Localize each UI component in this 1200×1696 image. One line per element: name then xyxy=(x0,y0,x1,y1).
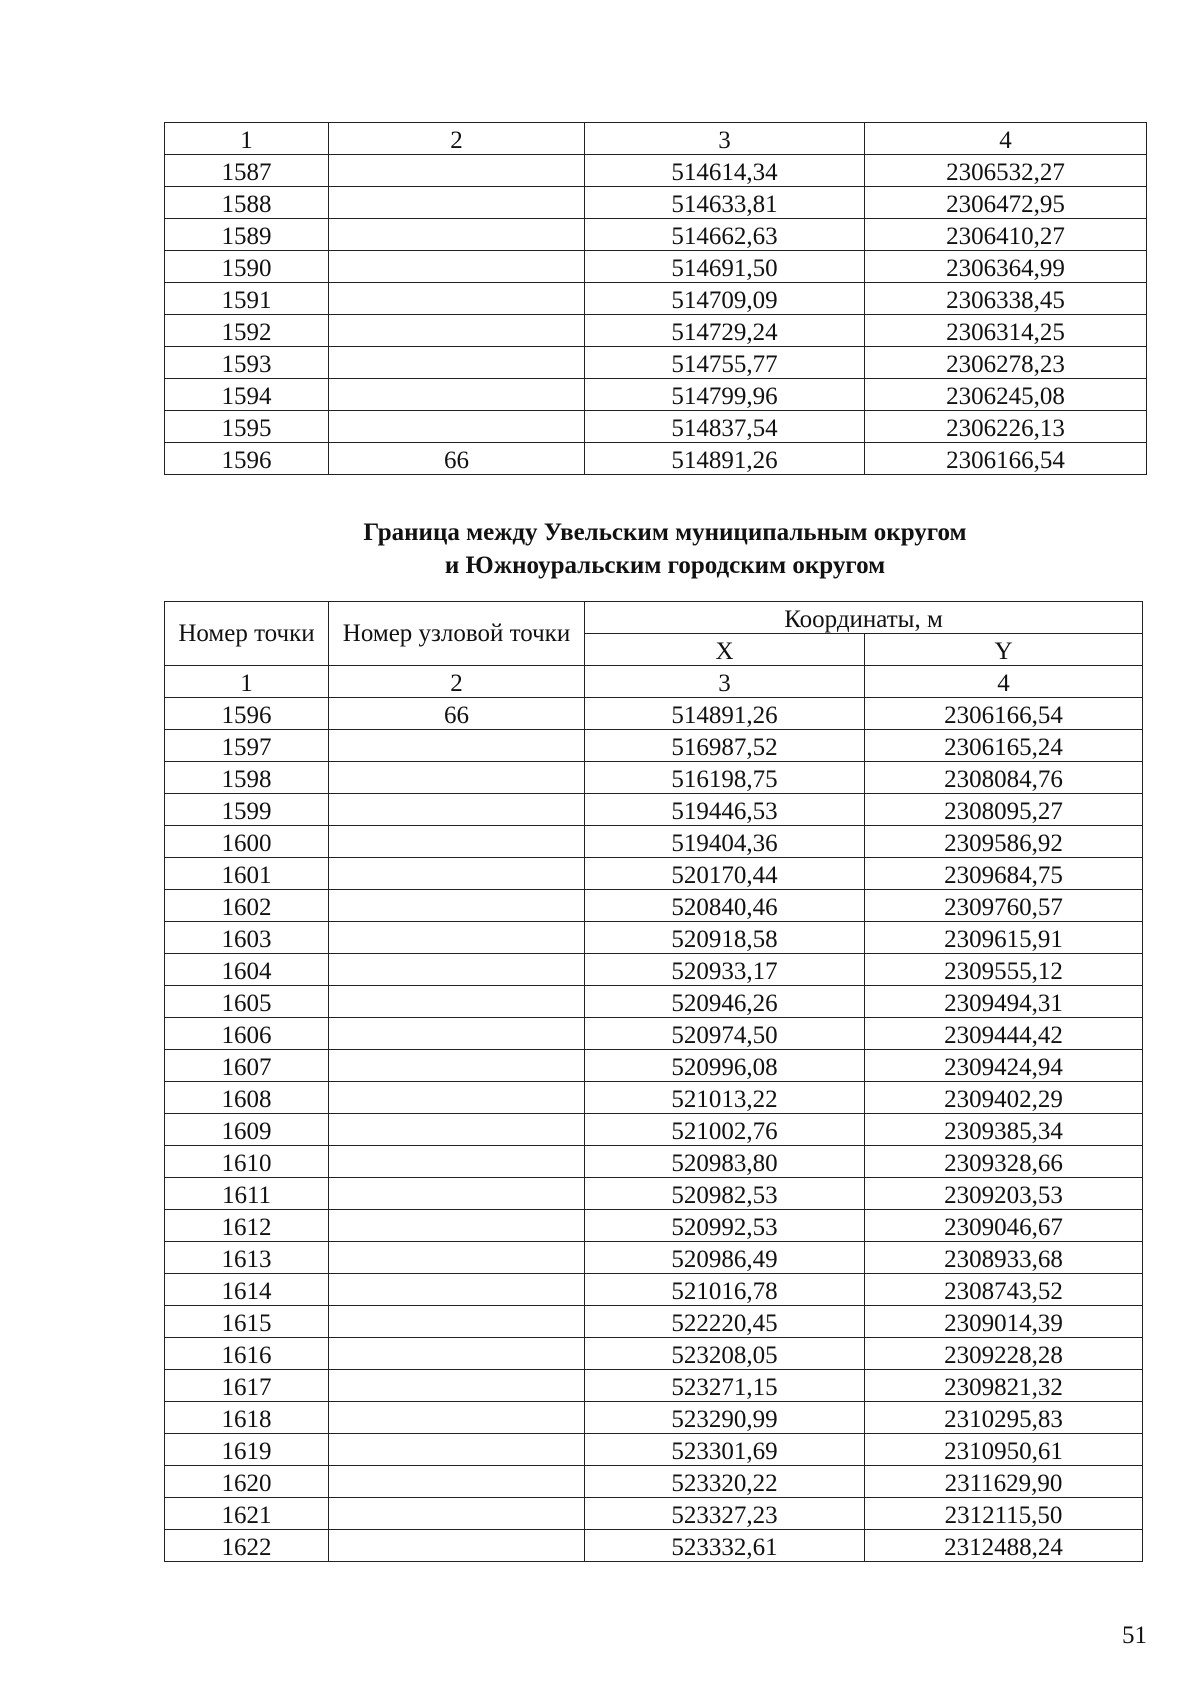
node-number-cell xyxy=(329,890,585,922)
point-number-cell: 1592 xyxy=(165,315,329,347)
x-coordinate-cell: 520840,46 xyxy=(585,890,865,922)
point-number-cell: 1605 xyxy=(165,986,329,1018)
node-number-cell xyxy=(329,1050,585,1082)
point-number-cell: 1595 xyxy=(165,411,329,443)
node-number-cell xyxy=(329,730,585,762)
point-number-cell: 1615 xyxy=(165,1306,329,1338)
table-row xyxy=(165,315,1147,347)
point-number-cell: 1603 xyxy=(165,922,329,954)
y-coordinate-cell: 2306226,13 xyxy=(865,411,1147,443)
node-number-cell xyxy=(329,1082,585,1114)
column-number-cell: 3 xyxy=(585,666,865,698)
table-row xyxy=(165,1082,1143,1114)
node-number-cell xyxy=(329,1530,585,1562)
point-number-cell: 1619 xyxy=(165,1434,329,1466)
x-coordinate-cell: 522220,45 xyxy=(585,1306,865,1338)
table-row xyxy=(165,1114,1143,1146)
coordinates-table-continued xyxy=(164,122,1147,475)
table-row xyxy=(165,794,1143,826)
header-row-1 xyxy=(165,602,1143,634)
table-row xyxy=(165,1050,1143,1082)
table-row xyxy=(165,922,1143,954)
x-coordinate-cell: 520986,49 xyxy=(585,1242,865,1274)
column-number-cell: 1 xyxy=(165,666,329,698)
y-coordinate-cell: 2309228,28 xyxy=(865,1338,1143,1370)
node-number-cell xyxy=(329,251,585,283)
table-body xyxy=(165,123,1147,475)
x-coordinate-cell: 516987,52 xyxy=(585,730,865,762)
point-number-cell: 1588 xyxy=(165,187,329,219)
boundary-coordinates-table xyxy=(164,601,1143,1562)
y-coordinate-cell: 2306410,27 xyxy=(865,219,1147,251)
y-coordinate-cell: 2306314,25 xyxy=(865,315,1147,347)
point-number-cell: 1613 xyxy=(165,1242,329,1274)
x-coordinate-cell: 523290,99 xyxy=(585,1402,865,1434)
point-number-cell: 1590 xyxy=(165,251,329,283)
table-row xyxy=(165,826,1143,858)
table-row xyxy=(165,1338,1143,1370)
x-coordinate-cell: 520974,50 xyxy=(585,1018,865,1050)
table-row xyxy=(165,1434,1143,1466)
node-number-cell xyxy=(329,1370,585,1402)
x-coordinate-cell: 523208,05 xyxy=(585,1338,865,1370)
node-number-cell xyxy=(329,762,585,794)
node-number-cell: 66 xyxy=(329,443,585,475)
y-coordinate-cell: 2309385,34 xyxy=(865,1114,1143,1146)
point-number-cell: 1622 xyxy=(165,1530,329,1562)
y-coordinate-cell: 2308743,52 xyxy=(865,1274,1143,1306)
table-row xyxy=(165,1498,1143,1530)
y-coordinate-cell: 2309821,32 xyxy=(865,1370,1143,1402)
node-number-cell xyxy=(329,1114,585,1146)
y-coordinate-cell: 2309203,53 xyxy=(865,1178,1143,1210)
point-number-cell: 1599 xyxy=(165,794,329,826)
node-number-cell xyxy=(329,1338,585,1370)
y-coordinate-cell: 2309494,31 xyxy=(865,986,1143,1018)
table-row xyxy=(165,155,1147,187)
x-coordinate-cell: 514614,34 xyxy=(585,155,865,187)
point-number-cell: 1620 xyxy=(165,1466,329,1498)
node-number-cell xyxy=(329,794,585,826)
node-number-cell xyxy=(329,155,585,187)
point-number-cell: 1607 xyxy=(165,1050,329,1082)
y-coordinate-cell: 2306245,08 xyxy=(865,379,1147,411)
y-coordinate-cell: 2309402,29 xyxy=(865,1082,1143,1114)
node-number-cell xyxy=(329,986,585,1018)
table-body xyxy=(165,602,1143,1562)
y-coordinate-cell: 2306166,54 xyxy=(865,698,1143,730)
x-coordinate-cell: 514891,26 xyxy=(585,698,865,730)
x-coordinate-cell: 523301,69 xyxy=(585,1434,865,1466)
header-node-number: Номер узловой точки xyxy=(329,602,585,666)
column-number-cell: 2 xyxy=(329,666,585,698)
node-number-cell xyxy=(329,219,585,251)
point-number-cell: 1589 xyxy=(165,219,329,251)
node-number-cell xyxy=(329,1466,585,1498)
x-coordinate-cell: 514633,81 xyxy=(585,187,865,219)
x-coordinate-cell: 514755,77 xyxy=(585,347,865,379)
column-number-row xyxy=(165,123,1147,155)
point-number-cell: 1617 xyxy=(165,1370,329,1402)
point-number-cell: 1616 xyxy=(165,1338,329,1370)
table-row xyxy=(165,730,1143,762)
y-coordinate-cell: 2308095,27 xyxy=(865,794,1143,826)
x-coordinate-cell: 520933,17 xyxy=(585,954,865,986)
y-coordinate-cell: 2306338,45 xyxy=(865,283,1147,315)
node-number-cell xyxy=(329,315,585,347)
table-row xyxy=(165,954,1143,986)
y-coordinate-cell: 2309555,12 xyxy=(865,954,1143,986)
point-number-cell: 1594 xyxy=(165,379,329,411)
x-coordinate-cell: 521002,76 xyxy=(585,1114,865,1146)
point-number-cell: 1618 xyxy=(165,1402,329,1434)
x-coordinate-cell: 520982,53 xyxy=(585,1178,865,1210)
node-number-cell xyxy=(329,1178,585,1210)
node-number-cell xyxy=(329,347,585,379)
node-number-cell xyxy=(329,954,585,986)
table-row xyxy=(165,347,1147,379)
table-row xyxy=(165,986,1143,1018)
x-coordinate-cell: 521016,78 xyxy=(585,1274,865,1306)
x-coordinate-cell: 523332,61 xyxy=(585,1530,865,1562)
point-number-cell: 1608 xyxy=(165,1082,329,1114)
table-row xyxy=(165,1274,1143,1306)
y-coordinate-cell: 2306166,54 xyxy=(865,443,1147,475)
node-number-cell xyxy=(329,858,585,890)
y-coordinate-cell: 2311629,90 xyxy=(865,1466,1143,1498)
column-number-cell: 1 xyxy=(165,123,329,155)
column-number-row xyxy=(165,666,1143,698)
node-number-cell xyxy=(329,922,585,954)
point-number-cell: 1604 xyxy=(165,954,329,986)
point-number-cell: 1611 xyxy=(165,1178,329,1210)
y-coordinate-cell: 2309615,91 xyxy=(865,922,1143,954)
node-number-cell xyxy=(329,283,585,315)
x-coordinate-cell: 520946,26 xyxy=(585,986,865,1018)
x-coordinate-cell: 523271,15 xyxy=(585,1370,865,1402)
x-coordinate-cell: 516198,75 xyxy=(585,762,865,794)
y-coordinate-cell: 2306532,27 xyxy=(865,155,1147,187)
x-coordinate-cell: 520996,08 xyxy=(585,1050,865,1082)
node-number-cell xyxy=(329,826,585,858)
x-coordinate-cell: 514891,26 xyxy=(585,443,865,475)
y-coordinate-cell: 2309760,57 xyxy=(865,890,1143,922)
node-number-cell xyxy=(329,1498,585,1530)
column-number-cell: 3 xyxy=(585,123,865,155)
point-number-cell: 1610 xyxy=(165,1146,329,1178)
table-row xyxy=(165,1178,1143,1210)
x-coordinate-cell: 521013,22 xyxy=(585,1082,865,1114)
table-row xyxy=(165,187,1147,219)
node-number-cell xyxy=(329,1242,585,1274)
y-coordinate-cell: 2310295,83 xyxy=(865,1402,1143,1434)
x-coordinate-cell: 519404,36 xyxy=(585,826,865,858)
y-coordinate-cell: 2309424,94 xyxy=(865,1050,1143,1082)
point-number-cell: 1591 xyxy=(165,283,329,315)
point-number-cell: 1598 xyxy=(165,762,329,794)
table-row xyxy=(165,251,1147,283)
y-coordinate-cell: 2310950,61 xyxy=(865,1434,1143,1466)
y-coordinate-cell: 2309046,67 xyxy=(865,1210,1143,1242)
y-coordinate-cell: 2309014,39 xyxy=(865,1306,1143,1338)
x-coordinate-cell: 514691,50 xyxy=(585,251,865,283)
y-coordinate-cell: 2309586,92 xyxy=(865,826,1143,858)
x-coordinate-cell: 514662,63 xyxy=(585,219,865,251)
point-number-cell: 1621 xyxy=(165,1498,329,1530)
y-coordinate-cell: 2306472,95 xyxy=(865,187,1147,219)
section-title-line-2: и Южноуральским городским округом xyxy=(444,552,886,579)
page-number: 51 xyxy=(1122,1622,1147,1649)
section-title-line-1: Граница между Увельским муниципальным округом xyxy=(363,519,967,546)
node-number-cell xyxy=(329,1210,585,1242)
node-number-cell xyxy=(329,1018,585,1050)
y-coordinate-cell: 2312115,50 xyxy=(865,1498,1143,1530)
table-row xyxy=(165,762,1143,794)
point-number-cell: 1596 xyxy=(165,443,329,475)
table-row xyxy=(165,1402,1143,1434)
y-coordinate-cell: 2306278,23 xyxy=(865,347,1147,379)
node-number-cell xyxy=(329,379,585,411)
point-number-cell: 1601 xyxy=(165,858,329,890)
point-number-cell: 1593 xyxy=(165,347,329,379)
point-number-cell: 1609 xyxy=(165,1114,329,1146)
y-coordinate-cell: 2312488,24 xyxy=(865,1530,1143,1562)
table-row xyxy=(165,698,1143,730)
table-row xyxy=(165,1242,1143,1274)
table-row xyxy=(165,443,1147,475)
node-number-cell: 66 xyxy=(329,698,585,730)
table-row xyxy=(165,219,1147,251)
node-number-cell xyxy=(329,1402,585,1434)
y-coordinate-cell: 2309684,75 xyxy=(865,858,1143,890)
x-coordinate-cell: 514837,54 xyxy=(585,411,865,443)
header-y: Y xyxy=(865,634,1143,666)
x-coordinate-cell: 514729,24 xyxy=(585,315,865,347)
table-row xyxy=(165,1370,1143,1402)
node-number-cell xyxy=(329,411,585,443)
header-point-number: Номер точки xyxy=(165,602,329,666)
y-coordinate-cell: 2309328,66 xyxy=(865,1146,1143,1178)
point-number-cell: 1602 xyxy=(165,890,329,922)
header-x: X xyxy=(585,634,865,666)
table-row xyxy=(165,1210,1143,1242)
table-row xyxy=(165,1306,1143,1338)
y-coordinate-cell: 2308933,68 xyxy=(865,1242,1143,1274)
node-number-cell xyxy=(329,1434,585,1466)
point-number-cell: 1597 xyxy=(165,730,329,762)
table-row xyxy=(165,858,1143,890)
point-number-cell: 1596 xyxy=(165,698,329,730)
table-row xyxy=(165,283,1147,315)
x-coordinate-cell: 520983,80 xyxy=(585,1146,865,1178)
table-row xyxy=(165,379,1147,411)
table-row xyxy=(165,890,1143,922)
x-coordinate-cell: 519446,53 xyxy=(585,794,865,826)
y-coordinate-cell: 2308084,76 xyxy=(865,762,1143,794)
node-number-cell xyxy=(329,1306,585,1338)
point-number-cell: 1614 xyxy=(165,1274,329,1306)
y-coordinate-cell: 2306364,99 xyxy=(865,251,1147,283)
x-coordinate-cell: 520170,44 xyxy=(585,858,865,890)
node-number-cell xyxy=(329,1146,585,1178)
x-coordinate-cell: 523320,22 xyxy=(585,1466,865,1498)
x-coordinate-cell: 514799,96 xyxy=(585,379,865,411)
point-number-cell: 1606 xyxy=(165,1018,329,1050)
point-number-cell: 1600 xyxy=(165,826,329,858)
header-coordinates: Координаты, м xyxy=(585,602,1143,634)
x-coordinate-cell: 520992,53 xyxy=(585,1210,865,1242)
column-number-cell: 2 xyxy=(329,123,585,155)
node-number-cell xyxy=(329,1274,585,1306)
x-coordinate-cell: 523327,23 xyxy=(585,1498,865,1530)
y-coordinate-cell: 2309444,42 xyxy=(865,1018,1143,1050)
column-number-cell: 4 xyxy=(865,123,1147,155)
x-coordinate-cell: 514709,09 xyxy=(585,283,865,315)
table-row xyxy=(165,1466,1143,1498)
y-coordinate-cell: 2306165,24 xyxy=(865,730,1143,762)
node-number-cell xyxy=(329,187,585,219)
table-row xyxy=(165,411,1147,443)
column-number-cell: 4 xyxy=(865,666,1143,698)
table-row xyxy=(165,1146,1143,1178)
table-row xyxy=(165,1018,1143,1050)
point-number-cell: 1612 xyxy=(165,1210,329,1242)
x-coordinate-cell: 520918,58 xyxy=(585,922,865,954)
table-row xyxy=(165,1530,1143,1562)
point-number-cell: 1587 xyxy=(165,155,329,187)
